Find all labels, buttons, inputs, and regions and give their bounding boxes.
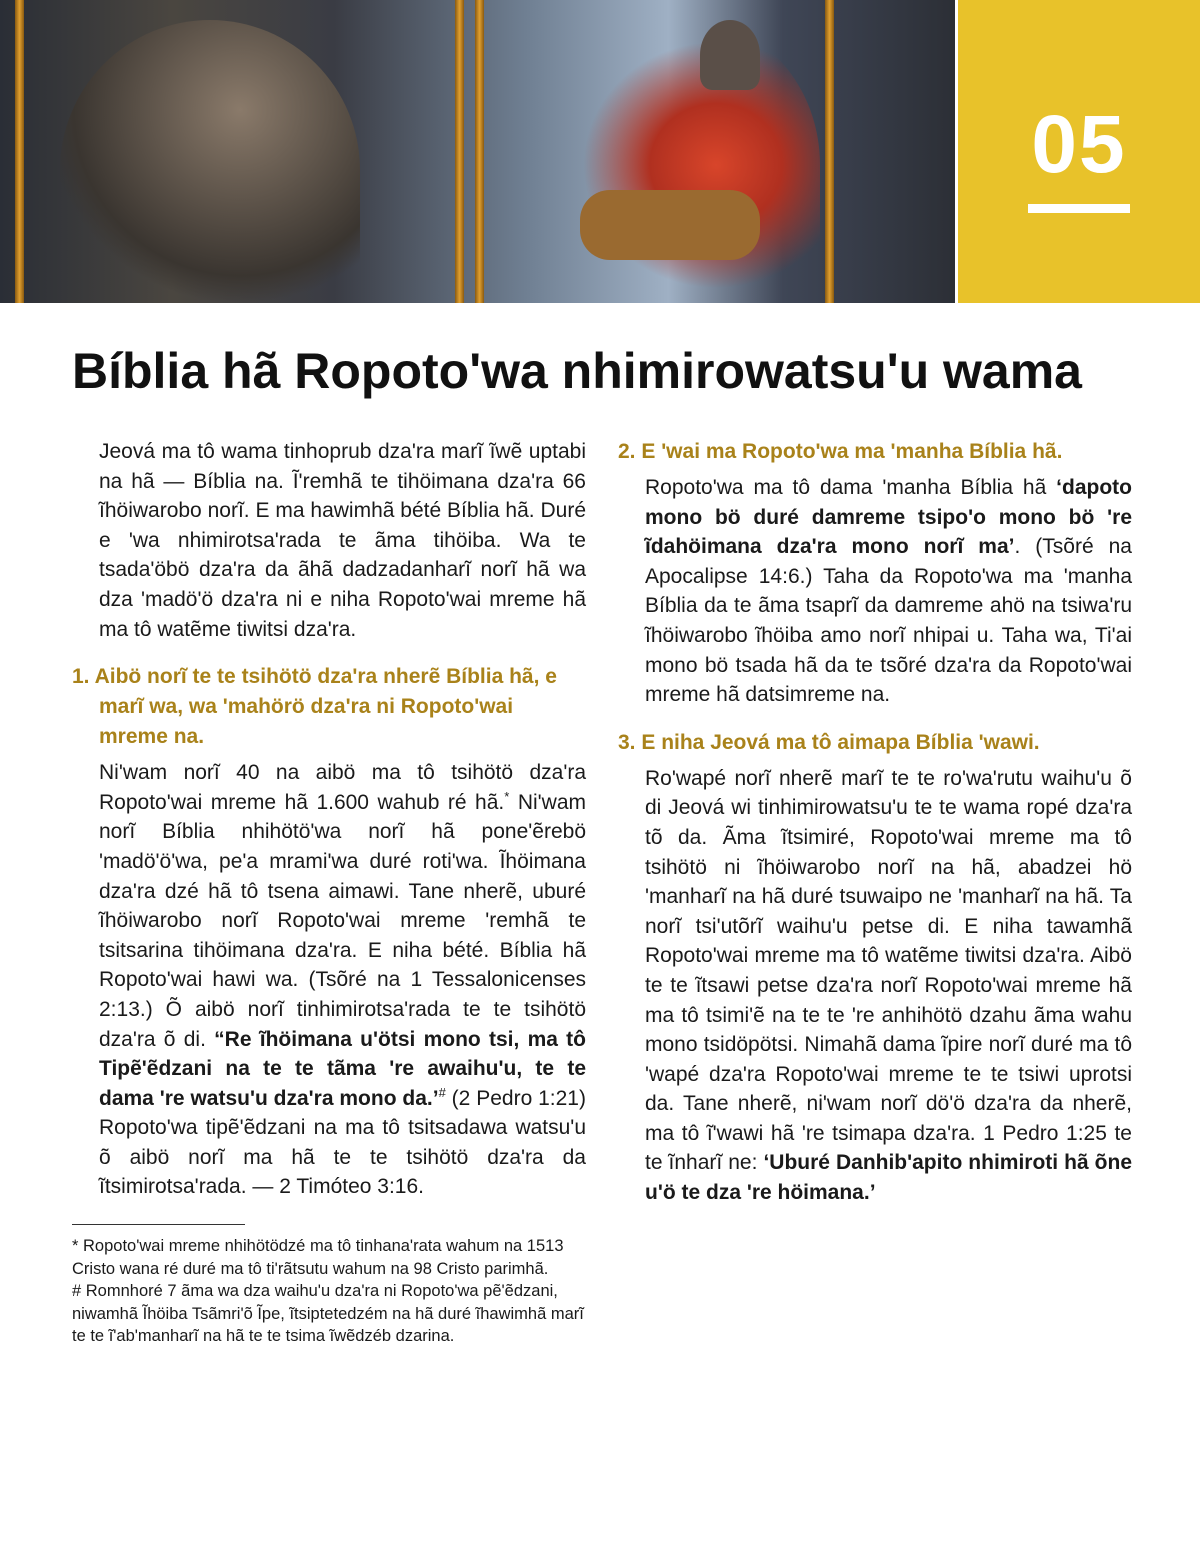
- footnote-ref-hash[interactable]: #: [438, 1084, 446, 1100]
- footnote-2: # Romnhoré 7 ãma wa dza waihu'u dza'ra ni Ropoto'wa pẽ'ẽdzani, niwamhã Ĩhöiba Tsãmri'õ Ĩpe, ĩtsiptetedzém na hã duré ĩhawimhã marĩ te te ĩ'ab'manharĩ na hã te te tsima ĩwẽdzéb dzarina.: [72, 1282, 584, 1346]
- right-column: [618, 437, 1132, 1226]
- section-heading-2: 2. E 'wai ma Ropoto'wa ma 'manha Bíblia hã.: [618, 440, 1063, 463]
- chapter-number: 05: [1031, 99, 1127, 190]
- text: Ro'wapé norĩ nherẽ marĩ te te ro'wa'rutu waihu'u õ di Jeová wi tinhimirowatsu'u te te wama ropé dza'ra tõ da. Ãma ĩtsimiré, Ropoto'wai mreme ma tô tsihötö ni ĩhöiwarobo norĩ na hã, abadzei hö 'manharĩ na hã duré tsuwaipo ne 'manharĩ na hã. Ta norĩ tsi'utõrĩ waihu'u petse di. E niha tawamhã Ropoto'wai mreme ma tô watẽme tiwitsi dza'ra. Aibö te te ĩtsawi petse dza'ra norĩ Ropoto'wai mreme hã ma tô tsimi'ẽ na te te 're anhihötö dzahu ãma wahu mono tsidöpötsi. Nimahã dama ĩpire norĩ duré ma tô 'wapé dza'ra Ropoto'wai mreme te te tsiwi uprotsi da. Tane nherẽ, ni'wam norĩ dö'ö dza'ra da nherẽ, ma tô ĩ'wawi hã 're tsimapa dza'ra. 1 Pedro 1:25 te te ĩnharĩ ne:: [645, 766, 1132, 1175]
- scripture-quote: ‘Uburé Danhib'apito nhimiroti hã õne u'ö te dza 're höimana.’: [645, 1151, 1132, 1205]
- text: Ni'wam norĩ 40 na aibö ma tô tsihötö dza'ra Ropoto'wai mreme hã 1.600 wahub ré hã.: [99, 761, 586, 814]
- chapter-badge: [958, 0, 1200, 303]
- scripture-quote: “Re ĩhöimana u'ötsi mono tsi, ma tô Tipẽ'ẽdzani na te te tãma 're awaihu'u, te te dama 're watsu'u dza'ra mono da.’: [99, 1027, 587, 1110]
- text: (2 Pedro 1:21) Ropoto'wa tipẽ'ẽdzani na ma tô tsitsadawa watsu'u õ aibö norĩ ma hã te te tsihötö dza'ra da ĩtsimirotsa'rada. — 2 Timóteo 3:16.: [99, 1086, 586, 1199]
- text: Ni'wam norĩ Bíblia nhihötö'wa norĩ hã pone'ẽrebö 'madö'ö'wa, pe'a mrami'wa duré roti'wa. Ĩhöimana dza'ra dzé hã tô tsena aimawi. Tane nherẽ, uburé ĩhöiwarobo norĩ Ropoto'wai mreme 'remhã te tsitsarina tihöimana dza'ra. E niha bété. Bíblia hã Ropoto'wai hawi wa. (Tsõré na 1 Tessalonicenses 2:13.) Õ aibö norĩ tinhimirotsa'rada te te tsihötö dza'ra õ di.: [99, 790, 586, 1051]
- section-3-paragraph: [645, 764, 1132, 1208]
- section-1-paragraph: [99, 758, 586, 1202]
- header-band: [0, 0, 1200, 303]
- section-2-paragraph: [645, 473, 1132, 710]
- section-heading-1: 1. Aibö norĩ te te tsihötö dza'ra nherẽ Bíblia hã, e marĩ wa, wa 'mahörö dza'ra ni Ropoto'wai mreme na.: [72, 665, 557, 749]
- left-column: [72, 437, 586, 1348]
- footnote-divider: [72, 1224, 245, 1225]
- hero-photo-bus-reader: [0, 0, 955, 303]
- footnote-ref-asterisk[interactable]: *: [504, 788, 510, 804]
- intro-paragraph: Jeová ma tô wama tinhoprub dza'ra marĩ ĩwẽ uptabi na hã — Bíblia na. Ĩ'remhã te tihöimana dza'ra 66 ĩhöiwarobo norĩ. E ma hawimhã bété Bíblia hã. Duré e 'wa nhimirotsa'rada te ãma tihöiba. Wa te tsada'öbö dza'ra da ãhã dadzadanharĩ norĩ hã wa dza 'madö'ö dza'ra ni e niha Ropoto'wai mreme hã ma tô watẽme tiwitsi dza'ra.: [99, 440, 586, 641]
- page-title: Bíblia hã Ropoto'wa nhimirowatsu'u wama: [72, 343, 1082, 399]
- scripture-quote: ‘dapoto mono bö duré damreme tsipo'o mono bö 're ĩdahöimana dza'ra mono norĩ ma’: [645, 476, 1132, 559]
- footnotes: [72, 1235, 586, 1348]
- text: Ropoto'wa ma tô dama 'manha Bíblia hã: [645, 476, 1057, 499]
- section-heading-3: 3. E niha Jeová ma tô aimapa Bíblia 'wawi.: [618, 730, 1040, 754]
- text: . (Tsõré na Apocalipse 14:6.) Taha da Ropoto'wa ma 'manha Bíblia da te ãma tsaprĩ da damreme ahö na tsiwa'ru ĩhöiwarobo ĩhöiba amo norĩ nhipai u. Taha wa, Ti'ai mono bö tsada hã da te tsõré dza'ra da Ropoto'wai mreme hã datsimreme na.: [645, 535, 1132, 707]
- content-columns: [72, 437, 1132, 1348]
- footnote-1: * Ropoto'wai mreme nhihötödzé ma tô tinhana'rata wahum na 1513 Cristo wana ré duré ma tô ti'rãtsutu wahum na 98 Cristo parimhã.: [72, 1237, 564, 1278]
- chapter-underline: [1028, 204, 1130, 213]
